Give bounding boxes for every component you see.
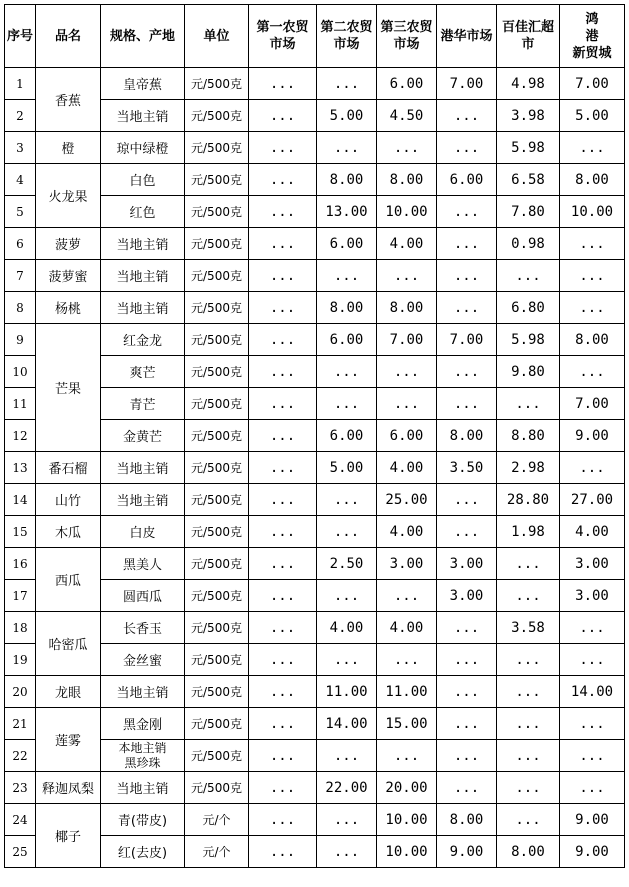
cell-unit: 元/500克	[185, 516, 249, 548]
cell-seq: 9	[5, 324, 36, 356]
cell-price-market-4: 3.00	[437, 580, 497, 612]
cell-price-market-6: 9.00	[560, 804, 625, 836]
cell-price-market-1: ...	[249, 484, 317, 516]
cell-spec: 白色	[101, 164, 185, 196]
cell-seq: 1	[5, 68, 36, 100]
header-market-6-line-2: 港	[585, 28, 599, 44]
cell-price-market-2: 5.00	[317, 452, 377, 484]
cell-spec: 当地主销	[101, 484, 185, 516]
header-market-3-line-2: 市场	[393, 37, 420, 52]
cell-spec: 爽芒	[101, 356, 185, 388]
cell-spec-line: 黑珍珠	[124, 755, 161, 770]
cell-price-market-2: 4.00	[317, 612, 377, 644]
cell-price-market-2: 8.00	[317, 164, 377, 196]
cell-product-name: 番石榴	[36, 452, 101, 484]
cell-spec: 黑金刚	[101, 708, 185, 740]
cell-product-name: 橙	[36, 132, 101, 164]
cell-price-market-6: 7.00	[560, 68, 625, 100]
cell-price-market-6: 10.00	[560, 196, 625, 228]
cell-price-market-1: ...	[249, 68, 317, 100]
table-row	[5, 708, 625, 740]
cell-price-market-6: ...	[560, 772, 625, 804]
cell-spec: 青(带皮)	[101, 804, 185, 836]
header-seq: 序号	[5, 5, 36, 68]
cell-price-market-3: ...	[377, 580, 437, 612]
header-market-2	[317, 5, 377, 68]
header-market-1-line-2: 市场	[269, 37, 296, 52]
cell-price-market-6: ...	[560, 612, 625, 644]
cell-unit: 元/500克	[185, 676, 249, 708]
cell-price-market-5: ...	[497, 580, 560, 612]
cell-price-market-1: ...	[249, 260, 317, 292]
cell-price-market-3: 8.00	[377, 292, 437, 324]
cell-seq: 4	[5, 164, 36, 196]
cell-unit: 元/500克	[185, 260, 249, 292]
cell-unit: 元/500克	[185, 388, 249, 420]
cell-price-market-5: 2.98	[497, 452, 560, 484]
cell-seq: 11	[5, 388, 36, 420]
cell-price-market-6: 27.00	[560, 484, 625, 516]
cell-price-market-1: ...	[249, 196, 317, 228]
cell-price-market-5: 6.80	[497, 292, 560, 324]
cell-price-market-5: 0.98	[497, 228, 560, 260]
cell-price-market-4: ...	[437, 100, 497, 132]
cell-price-market-1: ...	[249, 452, 317, 484]
cell-price-market-2: ...	[317, 740, 377, 772]
cell-seq: 25	[5, 836, 36, 868]
cell-price-market-6: 5.00	[560, 100, 625, 132]
cell-price-market-2: ...	[317, 260, 377, 292]
header-market-1-line-1: 第一农贸	[256, 20, 309, 35]
cell-unit: 元/500克	[185, 452, 249, 484]
cell-seq: 16	[5, 548, 36, 580]
cell-unit: 元/500克	[185, 484, 249, 516]
header-market-6-line-3: 新贸城	[572, 45, 612, 61]
cell-unit: 元/500克	[185, 548, 249, 580]
cell-spec	[101, 740, 185, 772]
cell-unit: 元/500克	[185, 324, 249, 356]
cell-price-market-4: ...	[437, 196, 497, 228]
cell-price-market-1: ...	[249, 708, 317, 740]
cell-price-market-2: 6.00	[317, 228, 377, 260]
header-name: 品名	[36, 5, 101, 68]
cell-price-market-3: 6.00	[377, 68, 437, 100]
cell-price-market-1: ...	[249, 100, 317, 132]
cell-price-market-3: 7.00	[377, 324, 437, 356]
cell-price-market-3: ...	[377, 644, 437, 676]
header-spec: 规格、产地	[101, 5, 185, 68]
cell-seq: 10	[5, 356, 36, 388]
cell-seq: 13	[5, 452, 36, 484]
table-row	[5, 484, 625, 516]
cell-price-market-1: ...	[249, 740, 317, 772]
cell-seq: 8	[5, 292, 36, 324]
cell-unit: 元/500克	[185, 196, 249, 228]
table-body	[5, 68, 625, 868]
cell-seq: 15	[5, 516, 36, 548]
cell-price-market-2: 13.00	[317, 196, 377, 228]
cell-price-market-5: 3.98	[497, 100, 560, 132]
cell-price-market-1: ...	[249, 292, 317, 324]
cell-spec: 红(去皮)	[101, 836, 185, 868]
cell-price-market-2: ...	[317, 804, 377, 836]
cell-price-market-6: 7.00	[560, 388, 625, 420]
cell-price-market-5: 3.58	[497, 612, 560, 644]
cell-price-market-6: ...	[560, 356, 625, 388]
cell-price-market-5: ...	[497, 260, 560, 292]
cell-product-name: 龙眼	[36, 676, 101, 708]
cell-price-market-4: ...	[437, 132, 497, 164]
cell-price-market-2: ...	[317, 580, 377, 612]
cell-seq: 20	[5, 676, 36, 708]
cell-spec: 白皮	[101, 516, 185, 548]
cell-price-market-1: ...	[249, 612, 317, 644]
cell-product-name: 木瓜	[36, 516, 101, 548]
cell-spec: 金黄芒	[101, 420, 185, 452]
cell-spec: 当地主销	[101, 228, 185, 260]
header-unit: 单位	[185, 5, 249, 68]
cell-price-market-1: ...	[249, 772, 317, 804]
cell-product-name: 西瓜	[36, 548, 101, 612]
cell-price-market-3: 20.00	[377, 772, 437, 804]
cell-price-market-4: 3.00	[437, 548, 497, 580]
cell-price-market-4: ...	[437, 388, 497, 420]
cell-price-market-2: ...	[317, 388, 377, 420]
cell-price-market-1: ...	[249, 420, 317, 452]
cell-price-market-1: ...	[249, 676, 317, 708]
cell-price-market-4: 7.00	[437, 68, 497, 100]
cell-price-market-6: ...	[560, 292, 625, 324]
header-market-6-line-1: 鸿	[585, 11, 599, 27]
cell-seq: 18	[5, 612, 36, 644]
header-market-5-line-2: 市	[521, 37, 535, 52]
header-market-5	[497, 5, 560, 68]
table-row	[5, 612, 625, 644]
header-market-1	[249, 5, 317, 68]
cell-price-market-3: ...	[377, 740, 437, 772]
cell-price-market-3: 15.00	[377, 708, 437, 740]
cell-price-market-6: ...	[560, 644, 625, 676]
cell-price-market-1: ...	[249, 132, 317, 164]
cell-spec-line: 本地主销	[118, 740, 167, 755]
cell-price-market-4: 9.00	[437, 836, 497, 868]
cell-spec: 当地主销	[101, 292, 185, 324]
cell-product-name: 山竹	[36, 484, 101, 516]
cell-spec: 当地主销	[101, 452, 185, 484]
cell-price-market-4: ...	[437, 516, 497, 548]
cell-price-market-1: ...	[249, 164, 317, 196]
cell-price-market-6: 3.00	[560, 580, 625, 612]
cell-price-market-3: 25.00	[377, 484, 437, 516]
cell-price-market-4: ...	[437, 228, 497, 260]
cell-price-market-3: 4.00	[377, 516, 437, 548]
cell-seq: 24	[5, 804, 36, 836]
cell-spec: 皇帝蕉	[101, 68, 185, 100]
cell-seq: 14	[5, 484, 36, 516]
cell-price-market-3: 10.00	[377, 196, 437, 228]
cell-price-market-1: ...	[249, 836, 317, 868]
cell-price-market-3: 4.00	[377, 228, 437, 260]
cell-unit: 元/500克	[185, 164, 249, 196]
cell-price-market-6: 3.00	[560, 548, 625, 580]
cell-product-name: 哈密瓜	[36, 612, 101, 676]
table-row	[5, 132, 625, 164]
cell-price-market-2: ...	[317, 132, 377, 164]
cell-seq: 19	[5, 644, 36, 676]
cell-price-market-3: ...	[377, 388, 437, 420]
cell-price-market-4: ...	[437, 740, 497, 772]
cell-unit: 元/个	[185, 804, 249, 836]
cell-unit: 元/500克	[185, 708, 249, 740]
cell-seq: 17	[5, 580, 36, 612]
cell-price-market-4: ...	[437, 260, 497, 292]
cell-price-market-5: 6.58	[497, 164, 560, 196]
cell-price-market-5: ...	[497, 740, 560, 772]
cell-product-name: 释迦凤梨	[36, 772, 101, 804]
cell-unit: 元/500克	[185, 228, 249, 260]
cell-price-market-6: 9.00	[560, 420, 625, 452]
cell-price-market-5: 28.80	[497, 484, 560, 516]
cell-price-market-3: 4.50	[377, 100, 437, 132]
header-market-2-line-1: 第二农贸	[320, 20, 373, 35]
cell-price-market-6: 14.00	[560, 676, 625, 708]
header-market-4: 港华市场	[437, 5, 497, 68]
table-row	[5, 228, 625, 260]
cell-price-market-3: 4.00	[377, 612, 437, 644]
cell-price-market-3: ...	[377, 132, 437, 164]
table-row	[5, 164, 625, 196]
table-row	[5, 260, 625, 292]
cell-price-market-1: ...	[249, 228, 317, 260]
table-row	[5, 68, 625, 100]
cell-price-market-2: ...	[317, 644, 377, 676]
cell-price-market-2: 2.50	[317, 548, 377, 580]
cell-price-market-3: 10.00	[377, 804, 437, 836]
header-market-3-line-1: 第三农贸	[380, 20, 433, 35]
cell-price-market-4: 8.00	[437, 420, 497, 452]
cell-price-market-3: 6.00	[377, 420, 437, 452]
cell-price-market-1: ...	[249, 516, 317, 548]
cell-price-market-5: ...	[497, 644, 560, 676]
cell-product-name: 杨桃	[36, 292, 101, 324]
table-row	[5, 452, 625, 484]
cell-spec: 圆西瓜	[101, 580, 185, 612]
cell-price-market-3: ...	[377, 260, 437, 292]
cell-price-market-5: 7.80	[497, 196, 560, 228]
cell-unit: 元/500克	[185, 356, 249, 388]
cell-price-market-6: 4.00	[560, 516, 625, 548]
cell-price-market-5: ...	[497, 708, 560, 740]
cell-price-market-2: ...	[317, 836, 377, 868]
cell-price-market-1: ...	[249, 356, 317, 388]
cell-price-market-2: 8.00	[317, 292, 377, 324]
cell-spec: 当地主销	[101, 676, 185, 708]
cell-price-market-4: ...	[437, 772, 497, 804]
cell-price-market-6: 8.00	[560, 164, 625, 196]
cell-price-market-3: 4.00	[377, 452, 437, 484]
cell-price-market-4: ...	[437, 676, 497, 708]
cell-price-market-1: ...	[249, 644, 317, 676]
cell-price-market-1: ...	[249, 580, 317, 612]
cell-price-market-2: 14.00	[317, 708, 377, 740]
cell-price-market-4: 6.00	[437, 164, 497, 196]
cell-seq: 7	[5, 260, 36, 292]
cell-price-market-5: ...	[497, 548, 560, 580]
cell-price-market-2: 6.00	[317, 324, 377, 356]
cell-price-market-2: 6.00	[317, 420, 377, 452]
cell-spec: 红金龙	[101, 324, 185, 356]
cell-spec: 琼中绿橙	[101, 132, 185, 164]
cell-price-market-2: ...	[317, 516, 377, 548]
table-row	[5, 804, 625, 836]
cell-price-market-6: ...	[560, 228, 625, 260]
cell-price-market-4: ...	[437, 708, 497, 740]
cell-price-market-6: ...	[560, 740, 625, 772]
cell-spec: 红色	[101, 196, 185, 228]
header-row	[5, 5, 625, 68]
cell-price-market-2: 22.00	[317, 772, 377, 804]
cell-unit: 元/500克	[185, 612, 249, 644]
header-market-3	[377, 5, 437, 68]
cell-seq: 3	[5, 132, 36, 164]
cell-spec: 当地主销	[101, 772, 185, 804]
cell-product-name: 菠萝	[36, 228, 101, 260]
cell-seq: 12	[5, 420, 36, 452]
cell-price-market-1: ...	[249, 548, 317, 580]
cell-seq: 21	[5, 708, 36, 740]
cell-unit: 元/500克	[185, 580, 249, 612]
cell-product-name: 莲雾	[36, 708, 101, 772]
cell-seq: 23	[5, 772, 36, 804]
cell-price-market-5: 5.98	[497, 132, 560, 164]
table-row	[5, 516, 625, 548]
table-row	[5, 772, 625, 804]
cell-unit: 元/个	[185, 836, 249, 868]
cell-seq: 22	[5, 740, 36, 772]
cell-unit: 元/500克	[185, 420, 249, 452]
table-row	[5, 676, 625, 708]
cell-price-market-5: ...	[497, 772, 560, 804]
cell-spec: 青芒	[101, 388, 185, 420]
cell-price-market-5: ...	[497, 804, 560, 836]
cell-price-market-6: ...	[560, 260, 625, 292]
cell-price-market-4: ...	[437, 292, 497, 324]
cell-price-market-4: ...	[437, 356, 497, 388]
cell-price-market-3: ...	[377, 356, 437, 388]
cell-price-market-3: 10.00	[377, 836, 437, 868]
cell-price-market-5: ...	[497, 676, 560, 708]
table-row	[5, 548, 625, 580]
table-row	[5, 324, 625, 356]
cell-price-market-3: 11.00	[377, 676, 437, 708]
cell-price-market-4: ...	[437, 644, 497, 676]
cell-unit: 元/500克	[185, 68, 249, 100]
cell-product-name: 菠萝蜜	[36, 260, 101, 292]
cell-price-market-6: ...	[560, 708, 625, 740]
cell-price-market-6: ...	[560, 132, 625, 164]
cell-price-market-5: ...	[497, 388, 560, 420]
cell-price-market-6: 9.00	[560, 836, 625, 868]
cell-spec: 金丝蜜	[101, 644, 185, 676]
cell-price-market-6: 8.00	[560, 324, 625, 356]
cell-price-market-1: ...	[249, 388, 317, 420]
cell-product-name: 椰子	[36, 804, 101, 868]
cell-price-market-4: 7.00	[437, 324, 497, 356]
cell-price-market-2: ...	[317, 68, 377, 100]
cell-price-market-5: 8.00	[497, 836, 560, 868]
cell-price-market-4: ...	[437, 612, 497, 644]
cell-unit: 元/500克	[185, 100, 249, 132]
fruit-price-table	[4, 4, 625, 868]
cell-price-market-2: ...	[317, 484, 377, 516]
cell-unit: 元/500克	[185, 644, 249, 676]
cell-product-name: 火龙果	[36, 164, 101, 228]
header-market-6	[560, 5, 625, 68]
cell-price-market-5: 9.80	[497, 356, 560, 388]
cell-spec: 黑美人	[101, 548, 185, 580]
cell-price-market-2: 5.00	[317, 100, 377, 132]
cell-seq: 6	[5, 228, 36, 260]
cell-price-market-5: 4.98	[497, 68, 560, 100]
cell-price-market-4: ...	[437, 484, 497, 516]
cell-price-market-2: 11.00	[317, 676, 377, 708]
cell-spec: 当地主销	[101, 100, 185, 132]
cell-spec: 长香玉	[101, 612, 185, 644]
cell-unit: 元/500克	[185, 772, 249, 804]
cell-seq: 2	[5, 100, 36, 132]
cell-price-market-5: 1.98	[497, 516, 560, 548]
cell-price-market-3: 3.00	[377, 548, 437, 580]
cell-seq: 5	[5, 196, 36, 228]
cell-price-market-1: ...	[249, 324, 317, 356]
cell-price-market-3: 8.00	[377, 164, 437, 196]
cell-unit: 元/500克	[185, 132, 249, 164]
cell-product-name: 香蕉	[36, 68, 101, 132]
cell-spec: 当地主销	[101, 260, 185, 292]
cell-price-market-4: 8.00	[437, 804, 497, 836]
cell-price-market-2: ...	[317, 356, 377, 388]
cell-price-market-1: ...	[249, 804, 317, 836]
cell-price-market-5: 5.98	[497, 324, 560, 356]
table-row	[5, 292, 625, 324]
header-market-2-line-2: 市场	[333, 37, 360, 52]
cell-unit: 元/500克	[185, 740, 249, 772]
header-market-5-line-1: 百佳汇超	[501, 20, 554, 35]
cell-unit: 元/500克	[185, 292, 249, 324]
cell-product-name: 芒果	[36, 324, 101, 452]
cell-price-market-4: 3.50	[437, 452, 497, 484]
cell-price-market-6: ...	[560, 452, 625, 484]
cell-price-market-5: 8.80	[497, 420, 560, 452]
